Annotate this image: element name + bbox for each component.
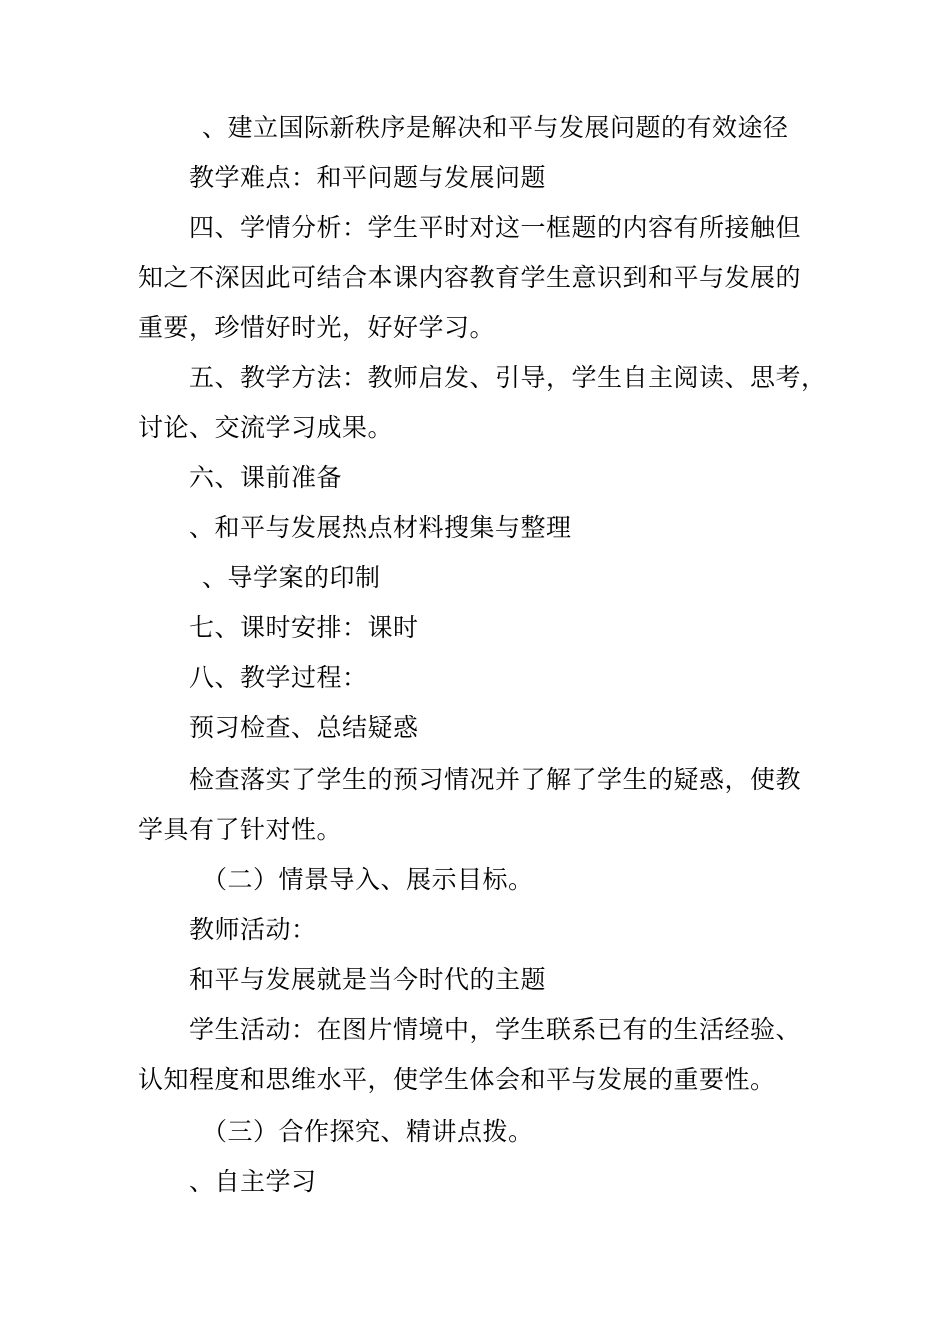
text-line: 、和平与发展热点材料搜集与整理 [189,513,572,542]
text-line: 学生活动：在图片情境中，学生联系已有的生活经验、 [189,1015,802,1044]
text-line: 预习检查、总结疑惑 [189,713,419,742]
text-line: 和平与发展就是当今时代的主题 [189,965,547,994]
text-line: 四、学情分析：学生平时对这一框题的内容有所接触但 [189,213,802,242]
text-line: 、建立国际新秩序是解决和平与发展问题的有效途径 [202,113,789,142]
text-line: 五、教学方法：教师启发、引导，学生自主阅读、思考， [189,363,827,392]
text-line: （三）合作探究、精讲点拨。 [202,1117,534,1146]
text-line: 学具有了针对性。 [138,815,343,844]
text-line: 检查落实了学生的预习情况并了解了学生的疑惑，使教 [189,765,802,794]
text-line: 七、课时安排：课时 [189,613,419,642]
text-line: 认知程度和思维水平，使学生体会和平与发展的重要性。 [138,1065,776,1094]
text-line: 教学难点：和平问题与发展问题 [189,163,547,192]
text-line: 八、教学过程： [189,663,368,692]
text-line: 重要，珍惜好时光，好好学习。 [138,313,496,342]
text-line: 六、课前准备 [189,463,343,492]
text-line: （二）情景导入、展示目标。 [202,865,534,894]
text-line: 、导学案的印制 [202,563,381,592]
text-line: 讨论、交流学习成果。 [138,413,394,442]
text-line: 知之不深因此可结合本课内容教育学生意识到和平与发展的 [138,263,802,292]
text-line: 、自主学习 [189,1167,317,1196]
text-line: 教师活动： [189,915,317,944]
